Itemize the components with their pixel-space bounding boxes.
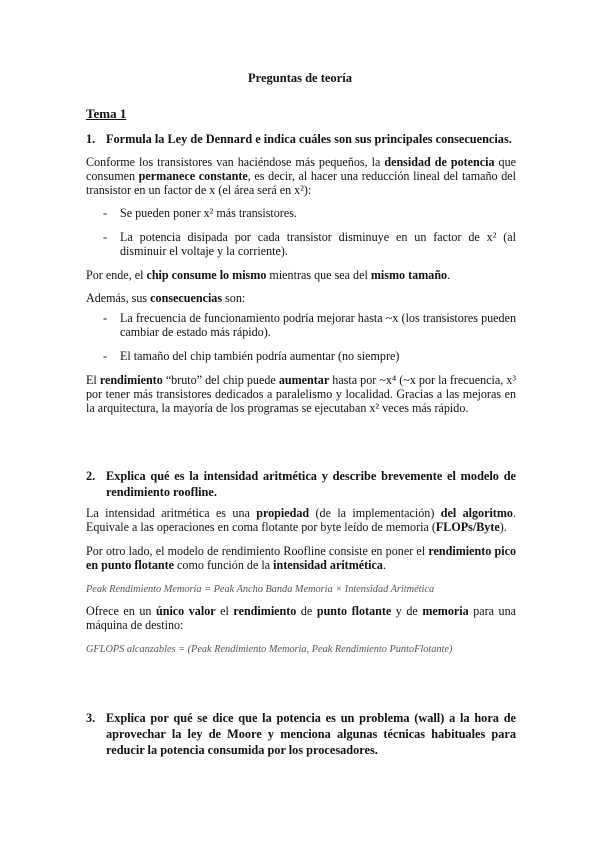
formula: Peak Rendimiento Memoria = Peak Ancho Banda Memoria × Intensidad Aritmética — [86, 584, 435, 595]
text-run: El — [86, 373, 100, 387]
text-run: Ofrece en un — [86, 604, 156, 618]
list-item — [103, 311, 516, 339]
bullet-dash: - — [103, 230, 108, 244]
formula: GFLOPS alcanzables = (Peak Rendimiento Memoria, Peak Rendimiento PuntoFlotante) — [86, 644, 453, 655]
question-number: 2. — [86, 469, 96, 483]
list-item-text: Se pueden poner x² más transistores. — [120, 206, 297, 220]
text-run: , es decir, al hacer una reducción lineal del tamaño del transistor en un factor de x (el área será en x²): — [86, 169, 516, 197]
text-run: . — [382, 558, 386, 572]
page-title: Preguntas de teoría — [248, 71, 352, 85]
bold-run: aumentar — [278, 373, 330, 387]
text-run: Conforme los transistores van haciéndose más pequeños, la — [86, 155, 385, 169]
text-run: son: — [222, 291, 246, 305]
question-text: Explica por qué se dice que la potencia es un problema (wall) a la hora de aprovechar la ley de Moore y menciona algunas técnicas habituales para reducir la potencia consumida por los procesadores. — [106, 711, 516, 757]
bold-run: propiedad — [256, 506, 310, 520]
text-run: y de — [391, 604, 423, 618]
text-run: La intensidad aritmética es una — [86, 506, 257, 520]
question-2 — [86, 468, 516, 500]
bold-run: intensidad aritmética — [273, 558, 383, 572]
text-run: Por otro lado, el modelo de rendimiento Roofline consiste en poner el — [86, 544, 429, 558]
bullet-dash: - — [103, 206, 108, 220]
bullet-dash: - — [103, 311, 108, 325]
bold-run: rendimiento — [233, 604, 297, 618]
paragraph — [86, 604, 516, 632]
list-item-text: La potencia disipada por cada transistor disminuye en un factor de x² (al disminuir el voltaje y la corriente). — [120, 230, 516, 258]
text-run: mientras que sea del — [266, 268, 371, 282]
text-run: hasta por ~x⁴ (~x por la frecuencia, x³ por tener más transistores dedicados a paralelismo y localidad. Gracias a las mejoras en la arquitectura, la mayoría de los programas se ejecutaban x² veces más rápido. — [86, 373, 516, 415]
bold-run: consecuencias — [150, 291, 223, 305]
bold-run: chip consume lo mismo — [146, 268, 267, 282]
text-run: de — [296, 604, 317, 618]
text-run: ). — [499, 520, 507, 534]
bold-run: FLOPs/Byte — [435, 520, 500, 534]
question-number: 1. — [86, 132, 96, 146]
question-1 — [86, 131, 516, 147]
bold-run: punto flotante — [316, 604, 392, 618]
question-3 — [86, 710, 516, 758]
bold-run: único valor — [156, 604, 216, 618]
bold-run: permanece constante — [138, 169, 248, 183]
list-item — [103, 230, 516, 258]
text-run: el — [215, 604, 234, 618]
list-item-text: La frecuencia de funcionamiento podría mejorar hasta ~x (los transistores pueden cambiar de estado más rápido). — [120, 311, 516, 339]
text-run: . Equivale a las operaciones en coma flotante por byte leído de memoria ( — [86, 506, 516, 534]
paragraph — [86, 291, 516, 305]
bold-run: densidad de potencia — [384, 155, 495, 169]
text-run: . — [447, 268, 451, 282]
list-item — [103, 206, 516, 220]
section-heading: Tema 1 — [86, 106, 127, 121]
text-run: “bruto” del chip puede — [162, 373, 279, 387]
paragraph — [86, 506, 516, 534]
bullet-dash: - — [103, 349, 108, 363]
paragraph — [86, 268, 516, 282]
text-run: que consumen — [86, 155, 516, 183]
text-run: como función de la — [174, 558, 274, 572]
bold-run: del algoritmo — [440, 506, 513, 520]
list-item-text: El tamaño del chip también podría aumentar (no siempre) — [120, 349, 400, 363]
bold-run: mismo tamaño — [370, 268, 448, 282]
question-text: Explica qué es la intensidad aritmética y describe brevemente el modelo de rendimiento roofline. — [106, 469, 516, 499]
text-run: Por ende, el — [86, 268, 147, 282]
paragraph — [86, 373, 516, 415]
text-run: Además, sus — [86, 291, 151, 305]
text-run: (de la implementación) — [309, 506, 441, 520]
question-text: Formula la Ley de Dennard e indica cuáles son sus principales consecuencias. — [106, 132, 512, 146]
question-number: 3. — [86, 711, 96, 725]
paragraph — [86, 155, 516, 197]
bold-run: rendimiento — [99, 373, 163, 387]
text-run: para una máquina de destino: — [86, 604, 517, 632]
bold-run: rendimiento pico en punto flotante — [86, 544, 516, 572]
bold-run: memoria — [422, 604, 469, 618]
paragraph — [86, 544, 516, 572]
list-item — [103, 349, 516, 363]
